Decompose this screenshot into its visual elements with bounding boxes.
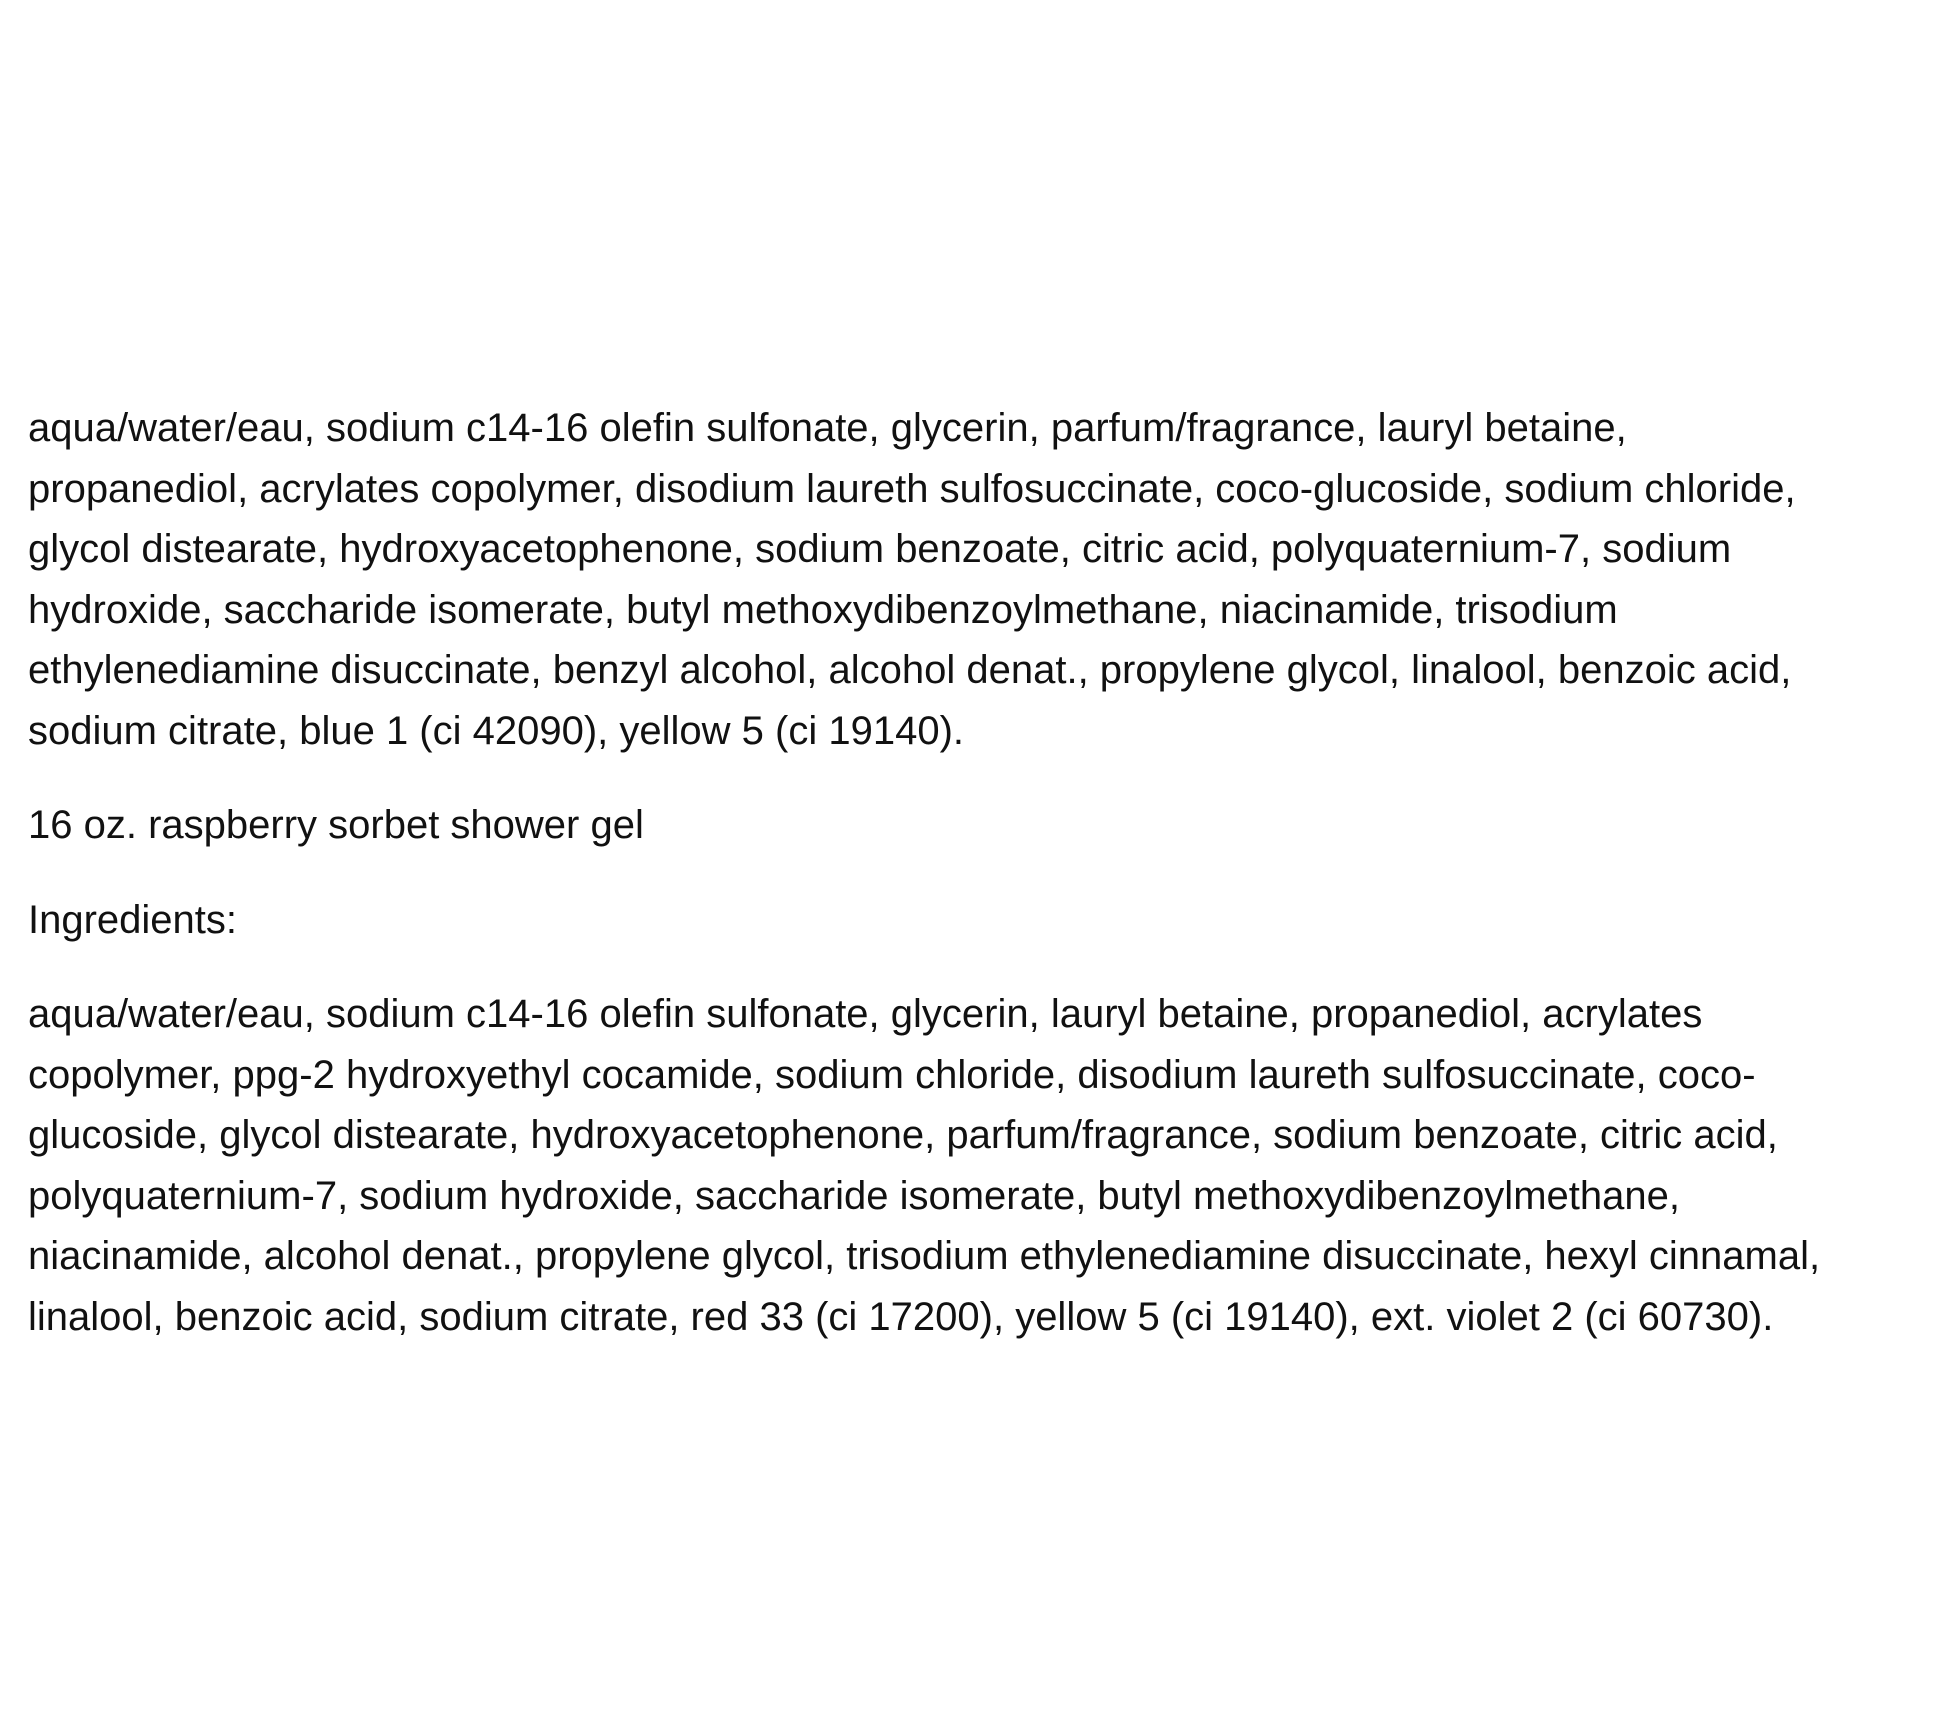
text-line: glucoside, glycol distearate, hydroxyacetophenone, parfum/fragrance, sodium benzoate, citric acid, xyxy=(28,1113,1778,1157)
text-line: linalool, benzoic acid, sodium citrate, red 33 (ci 17200), yellow 5 (ci 19140), ext. violet 2 (ci 60730). xyxy=(28,1294,1774,1339)
text-line: hydroxide, saccharide isomerate, butyl methoxydibenzoylmethane, niacinamide, trisodium xyxy=(28,587,1618,632)
paragraph-spacer xyxy=(28,950,1943,984)
first-ingredients-paragraph xyxy=(28,398,1943,761)
product-title: 16 oz. raspberry sorbet shower gel xyxy=(28,803,644,847)
ingredients-heading: Ingredients: xyxy=(28,897,238,942)
text-line: polyquaternium-7, sodium hydroxide, saccharide isomerate, butyl methoxydibenzoylmethane, xyxy=(28,1173,1680,1218)
text-line: sodium citrate, blue 1 (ci 42090), yellow 5 (ci 19140). xyxy=(28,708,965,753)
text-line: ethylenediamine disuccinate, benzyl alcohol, alcohol denat., propylene glycol, linalool, benzoic acid, xyxy=(28,648,1792,692)
text-line: aqua/water/eau, sodium c14-16 olefin sulfonate, glycerin, lauryl betaine, propanediol, acrylates xyxy=(28,992,1703,1036)
text-line: copolymer, ppg-2 hydroxyethyl cocamide, sodium chloride, disodium laureth sulfosuccinate, coco- xyxy=(28,1052,1756,1097)
paragraph-spacer xyxy=(28,856,1943,890)
document-body xyxy=(28,398,1943,1347)
second-ingredients-paragraph xyxy=(28,984,1943,1347)
paragraph-spacer xyxy=(28,761,1943,795)
text-line: niacinamide, alcohol denat., propylene glycol, trisodium ethylenediamine disuccinate, hexyl cinnamal, xyxy=(28,1234,1821,1278)
text-line: aqua/water/eau, sodium c14-16 olefin sulfonate, glycerin, parfum/fragrance, lauryl betaine, xyxy=(28,406,1627,450)
text-line: glycol distearate, hydroxyacetophenone, sodium benzoate, citric acid, polyquaternium-7, sodium xyxy=(28,527,1732,571)
text-line: propanediol, acrylates copolymer, disodium laureth sulfosuccinate, coco-glucoside, sodium chloride, xyxy=(28,466,1796,511)
